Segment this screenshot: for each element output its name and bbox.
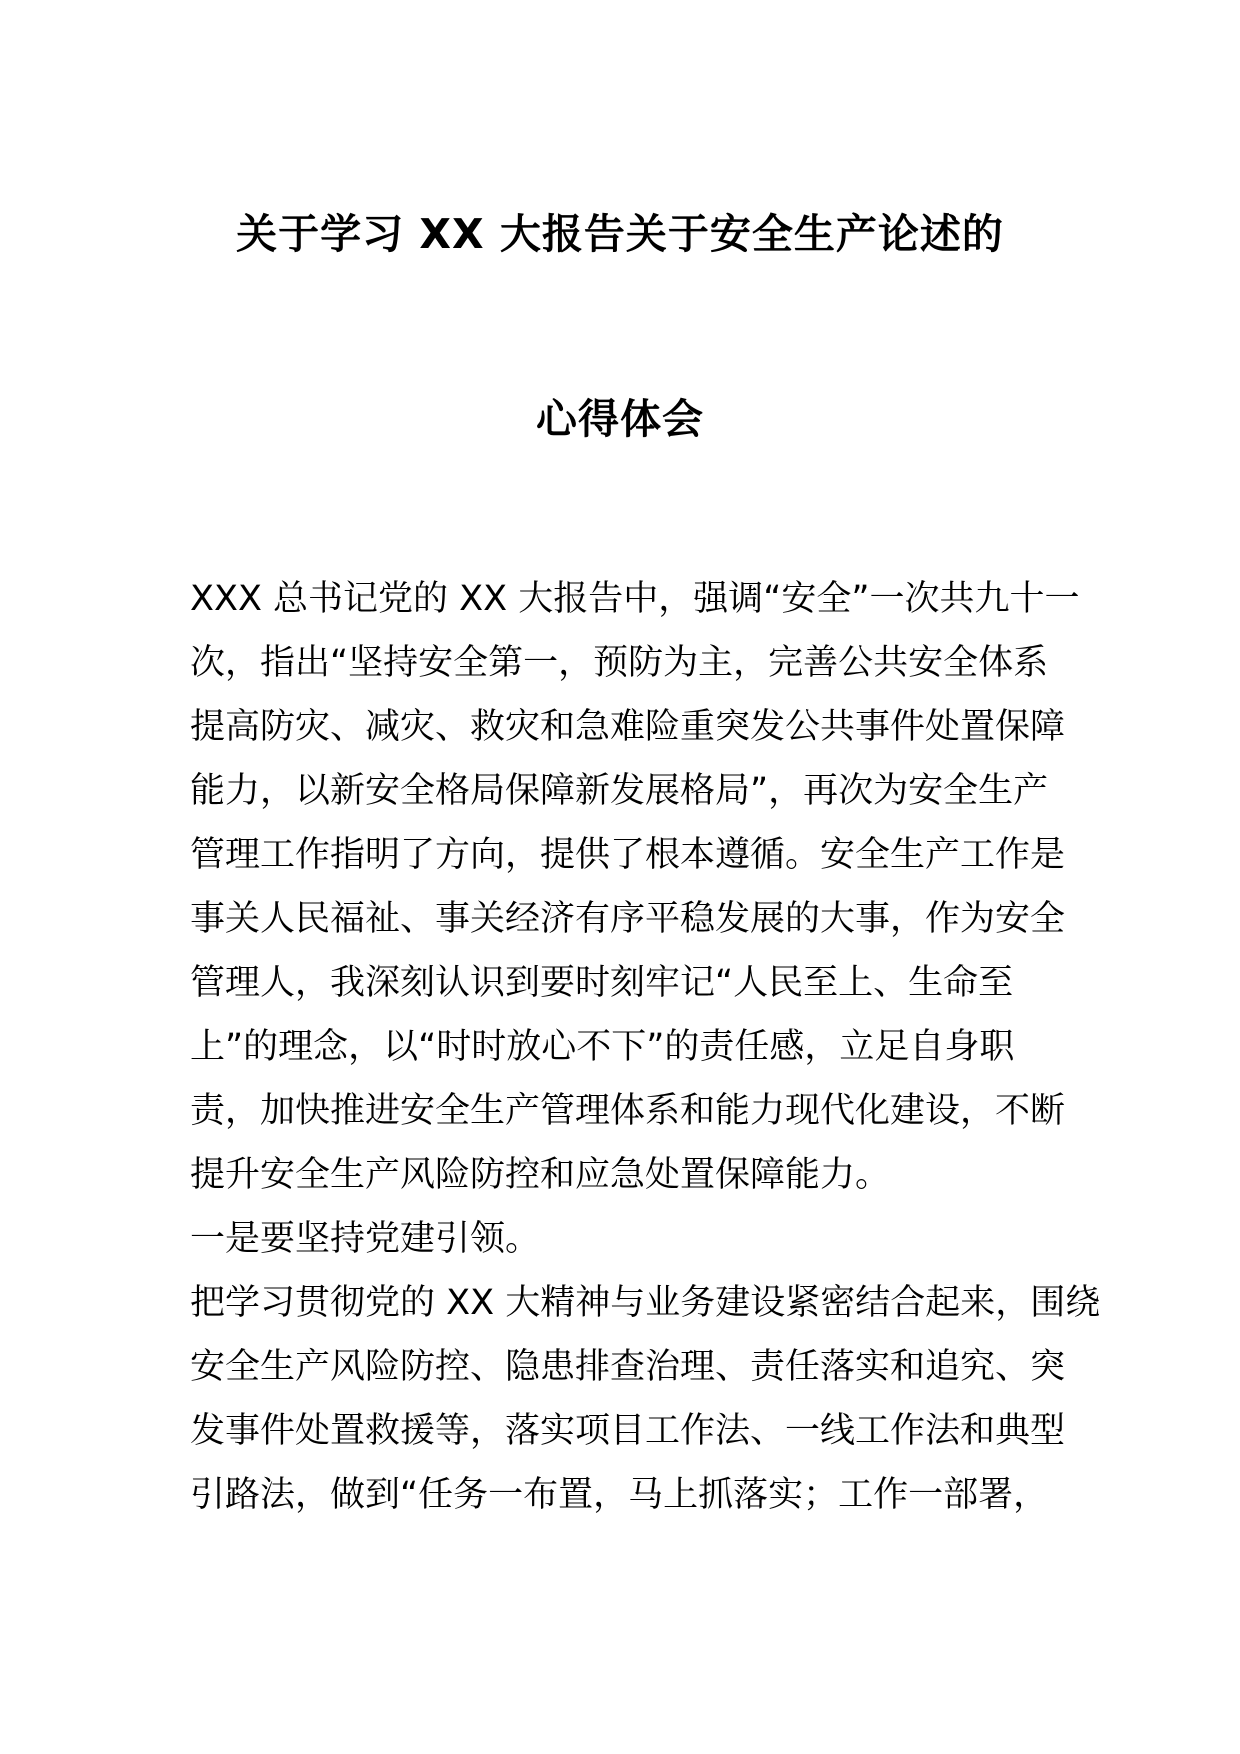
body-line-3: 提高防灾、减灾、救灾和急难险重突发公共事件处置保障 <box>190 707 1066 747</box>
document-title-line-1: 关于学习 XX 大报告关于安全生产论述的 <box>236 210 1004 258</box>
body-line-8: 上”的理念，以“时时放心不下”的责任感，立足自身职 <box>190 1027 1015 1067</box>
body-line-14: 发事件处置救援等，落实项目工作法、一线工作法和典型 <box>190 1411 1066 1451</box>
body-line-10: 提升安全生产风险防控和应急处置保障能力。 <box>190 1155 891 1195</box>
body-line-2: 次，指出“坚持安全第一，预防为主，完善公共安全体系 <box>190 643 1049 683</box>
body-line-7: 管理人，我深刻认识到要时刻牢记“人民至上、生命至 <box>190 963 1014 1003</box>
body-line-5: 管理工作指明了方向，提供了根本遵循。安全生产工作是 <box>190 835 1066 875</box>
document-title-line-2: 心得体会 <box>536 395 704 443</box>
body-line-4: 能力，以新安全格局保障新发展格局”，再次为安全生产 <box>190 771 1049 811</box>
body-line-15: 引路法，做到“任务一布置，马上抓落实；工作一部署， <box>190 1475 1049 1515</box>
section-heading-line: 一是要坚持党建引领。 <box>190 1219 541 1259</box>
body-line-9: 责，加快推进安全生产管理体系和能力现代化建设，不断 <box>190 1091 1066 1131</box>
body-line-12: 把学习贯彻党的 XX 大精神与业务建设紧密结合起来，围绕 <box>190 1283 1101 1323</box>
body-line-13: 安全生产风险防控、隐患排查治理、责任落实和追究、突 <box>190 1347 1066 1387</box>
body-line-6: 事关人民福祉、事关经济有序平稳发展的大事，作为安全 <box>190 899 1066 939</box>
body-line-1: XXX 总书记党的 XX 大报告中，强调“安全”一次共九十一 <box>190 579 1080 619</box>
